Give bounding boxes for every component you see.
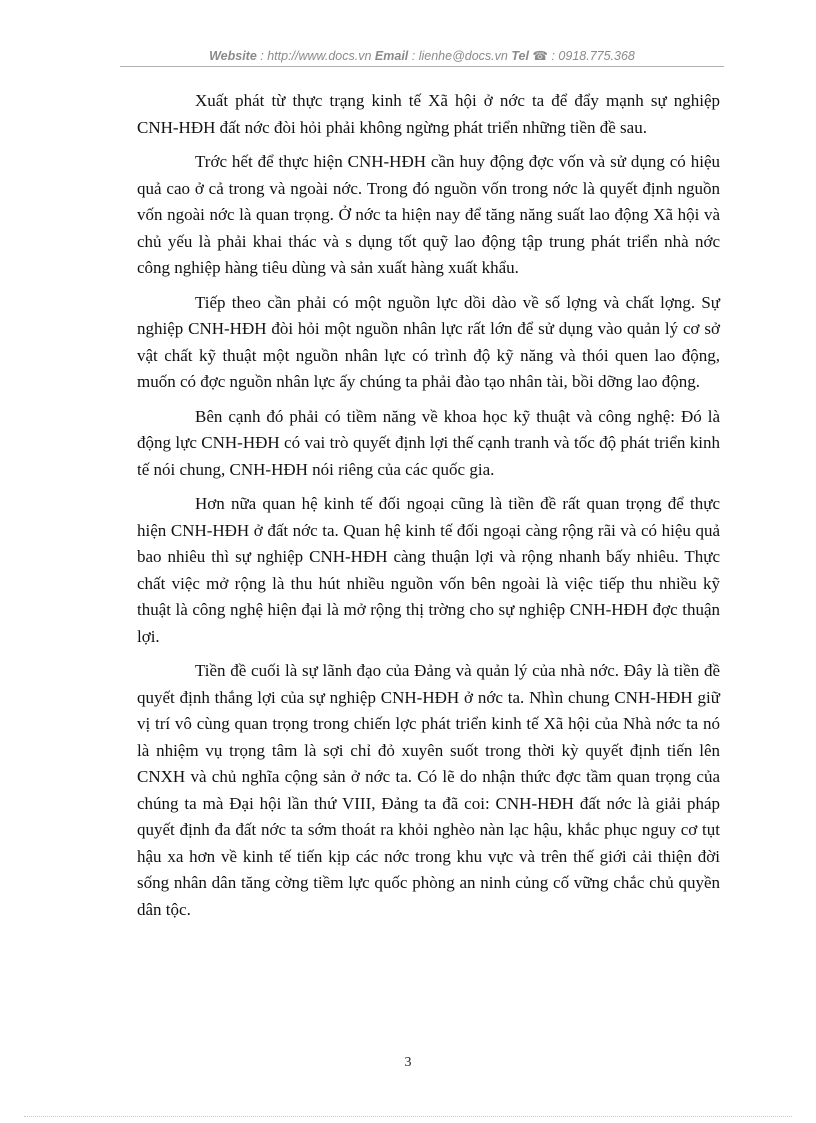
header-divider bbox=[120, 66, 724, 67]
document-body bbox=[137, 88, 720, 931]
email-separator: : bbox=[408, 49, 419, 63]
email-address: lienhe@docs.vn bbox=[418, 49, 508, 63]
website-url: http://www.docs.vn bbox=[267, 49, 372, 63]
tel-label: Tel bbox=[511, 49, 529, 63]
tel-separator: : bbox=[548, 49, 559, 63]
paragraph-2: Trớc hết để thực hiện CNH-HĐH cần huy động đợc vốn và sử dụng có hiệu quả cao ở cả trong và ngoài nớc. Trong đó nguồn vốn trong nớc là quyết định nguồn vốn ngoài nớc là quan trọng. Ở nớc ta hiện nay để tăng năng suất lao động Xã hội và chủ yếu là phải khai thác và s dụng tốt quỹ lao động tập trung phát triển nhà nớc công nghiệp hàng tiêu dùng và sản xuất hàng xuất khẩu. bbox=[137, 152, 720, 277]
paragraph-3: Tiếp theo cần phải có một nguồn lực dồi dào về số lợng và chất lợng. Sự nghiệp CNH-HĐH đòi hỏi một nguồn nhân lực rất lớn để sử dụng vào quản lý cơ sở vật chất kỹ thuật một nguồn nhân lực có trình độ kỹ năng và thói quen lao động, muốn có đợc nguồn nhân lực ấy chúng ta phải đào tạo nhân tài, bồi dỡng lao động. bbox=[137, 292, 720, 391]
phone-icon: ☎ bbox=[532, 49, 548, 63]
paragraph-1: Xuất phát từ thực trạng kinh tế Xã hội ở nớc ta để đẩy mạnh sự nghiệp CNH-HĐH đất nớc đòi hỏi phải không ngừng phát triển những tiền đề sau. bbox=[137, 91, 720, 137]
website-label: Website bbox=[209, 49, 257, 63]
tel-number: 0918.775.368 bbox=[558, 49, 635, 63]
page-bottom-border bbox=[24, 1116, 792, 1117]
page-number: 3 bbox=[404, 1055, 412, 1070]
paragraph-6: Tiền đề cuối là sự lãnh đạo của Đảng và quản lý của nhà nớc. Đây là tiền đề quyết định thắng lợi của sự nghiệp CNH-HĐH ở nớc ta. Nhìn chung CNH-HĐH giữ vị trí vô cùng quan trọng trong chiến lợc phát triển kinh tế Xã hội của Nhà nớc ta nó là nhiệm vụ trọng tâm là sợi chỉ đỏ xuyên suốt trong thời kỳ quyết định tiến lên CNXH và chủ nghĩa cộng sản ở nớc ta. Có lẽ do nhận thức đợc tầm quan trọng của chúng ta mà Đại hội lần thứ VIII, Đảng ta đã coi: CNH-HĐH đất nớc là giải pháp quyết định đa đất nớc ta sớm thoát ra khỏi nghèo nàn lạc hậu, khắc phục nguy cơ tụt hậu xa hơn về kinh tế tiến kịp các nớc trong khu vực và trên thế giới cải thiện đời sống nhân dân tăng cờng tiềm lực quốc phòng an ninh củng cố vững chắc chủ quyền dân tộc. bbox=[137, 661, 720, 919]
page-header bbox=[120, 48, 724, 63]
paragraph-4: Bên cạnh đó phải có tiềm năng về khoa học kỹ thuật và công nghệ: Đó là động lực CNH-HĐH có vai trò quyết định lợi thế cạnh tranh và tốc độ phát triển kinh tế nói chung, CNH-HĐH nói riêng của các quốc gia. bbox=[137, 406, 720, 479]
website-separator: : bbox=[256, 49, 268, 63]
email-label: Email bbox=[374, 49, 409, 63]
paragraph-5: Hơn nữa quan hệ kinh tế đối ngoại cũng là tiền đề rất quan trọng để thực hiện CNH-HĐH ở đất nớc ta. Quan hệ kinh tế đối ngoại càng rộng rãi và có hiệu quả bao nhiêu thì sự nghiệp CNH-HĐH càng thuận lợi và rộng nhanh bấy nhiêu. Thực chất việc mở rộng là thu hút nhiều nguồn vốn bên ngoài là việc tiếp thu nhiều kỹ thuật là công nghệ hiện đại là mở rộng thị trờng cho sự nghiệp CNH-HĐH đợc thuận lợi. bbox=[137, 494, 720, 646]
